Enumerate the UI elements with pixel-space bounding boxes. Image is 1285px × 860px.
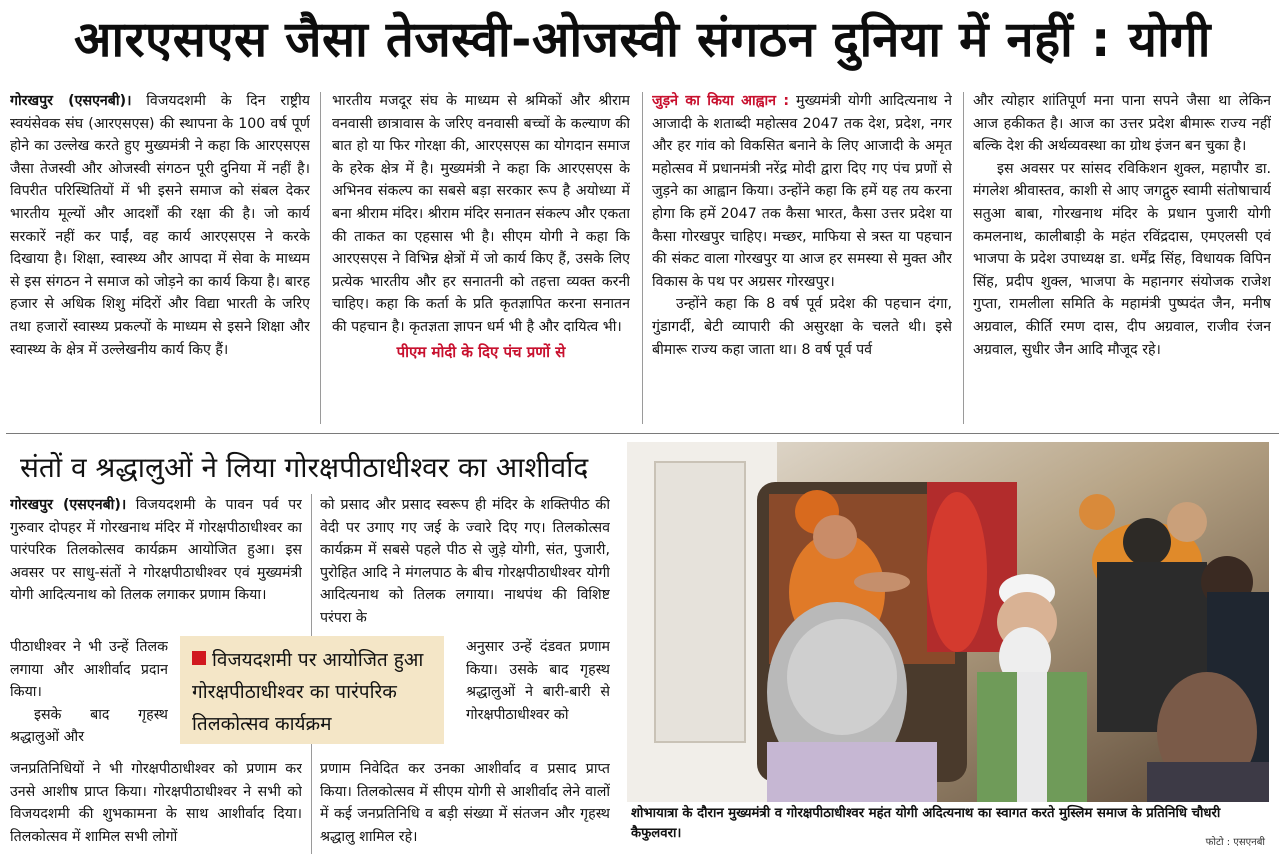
story-column-1 [10,90,310,428]
byline: गोरखपुर (एसएनबी)। [10,497,127,513]
photo-illustration [627,442,1269,802]
article-text: मुख्यमंत्री योगी आदित्यनाथ ने आजादी के शताब्दी महोत्सव 2047 तक देश, प्रदेश, नगर और हर गांव को विकसित बनाने के लिए आजादी के अमृत महोत्सव में प्रधानमंत्री नरेंद्र मोदी द्वारा दिए गए पंच प्रणों से जुड़ने का आह्वान किया। उन्होंने कहा कि हमें यह तय करना होगा कि हमें 2047 तक कैसा भारत, कैसा उत्तर प्रदेश या कैसा गोरखपुर चाहिए। मच्छर, माफिया से त्रस्त या पहचान की संकट वाला गोरखपुर या आज हर समस्या से मुक्त और विकास के पथ पर अग्रसर गोरखपुर। [652,93,952,290]
page-headline: आरएसएस जैसा तेजस्वी-ओजस्वी संगठन दुनिया में नहीं : योगी [74,11,1211,68]
article-text: पीठाधीश्वर ने भी उन्हें तिलक लगाया और आशीर्वाद प्रदान किया। [10,639,168,701]
article-text: उन्होंने कहा कि 8 वर्ष पूर्व प्रदेश की पहचान दंगा, गुंडागर्दी, बेटी व्यापारी की असुरक्षा के चलते थी। इसे बीमारू राज्य कहा जाता था। 8 वर्ष पूर्व पर्व [652,296,952,358]
caption-text: शोभायात्रा के दौरान मुख्यमंत्री व गोरक्षपीठाधीश्वर महंत योगी अदित्यनाथ का स्वागत करते मुस्लिम समाज के प्रतिनिधि चौधरी कैफुलवरा। [631,806,1221,841]
article-text: इसके बाद गृहस्थ श्रद्धालुओं और [10,706,168,746]
story2-column-1-bottom [10,758,302,854]
story2-column-2-bottom [320,758,610,854]
article-text: जनप्रतिनिधियों ने भी गोरक्षपीठाधीश्वर को प्रणाम कर उनसे आशीष प्राप्त किया। गोरक्षपीठाधीश्वर ने सभी को विजयदशमी की शुभकामना के साथ आशीर्वाद दिया। तिलकोत्सव में शामिल सभी लोगों [10,761,302,845]
article-text: प्रणाम निवेदित कर उनका आशीर्वाद व प्रसाद प्राप्त किया। तिलकोत्सव में सीएम योगी से आशीर्वाद लेने वालों में कई जनप्रतिनिधि व बड़ी संख्या में संतजन और गृहस्थ श्रद्धालु शामिल रहे। [320,761,610,845]
article-text: को प्रसाद और प्रसाद स्वरूप ही मंदिर के शक्तिपीठ की वेदी पर उगाए गए जई के ज्वारे दिए गए। तिलकोत्सव कार्यक्रम में सबसे पहले पीठ से जुड़े योगी, संत, पुजारी, पुरोहित आदि ने मंगलपाठ के बीच गोरक्षपीठाधीश्वर योगी आदित्यनाथ को तिलक लगाया। नाथपंथ की विशिष्ट परंपरा के [320,497,610,626]
column-divider [642,92,643,424]
section-subhead: संतों व श्रद्धालुओं ने लिया गोरक्षपीठाधीश्वर का आशीर्वाद [20,451,589,484]
photo-credit: फोटो : एसएनबी [1205,837,1265,848]
story-column-2 [332,90,630,428]
story2-column-2-wrap [466,636,610,754]
story2-column-1 [10,494,302,636]
column-divider [963,92,964,424]
article-text: विजयदशमी के पावन पर्व पर गुरुवार दोपहर में गोरखनाथ मंदिर में गोरक्षपीठाधीश्वर का पारंपरिक तिलकोत्सव कार्यक्रम आयोजित हुआ। इस अवसर पर साधु-संतों ने गोरक्षपीठाधीश्वर एवं मुख्यमंत्री योगी आदित्यनाथ को तिलक लगाकर प्रणाम किया। [10,497,302,604]
article-text: इस अवसर पर सांसद रविकिशन शुक्ल, महापौर डा. मंगलेश श्रीवास्तव, काशी से आए जगद्गुरु स्वामी संतोषाचार्य सतुआ बाबा, गोरखनाथ मंदिर के प्रधान पुजारी योगी कमलनाथ, कालीबाड़ी के महंत रविंद्रदास, एमएलसी एवं भाजपा के प्रदेश उपाध्यक्ष डा. धर्मेंद्र सिंह, विधायक विपिन सिंह, प्रदीप शुक्ल, भाजपा के महानगर संयोजक राजेश गुप्ता, रामलीला समिति के महामंत्री पुष्पदंत जैन, मनीष अग्रवाल, कीर्ति रमण दास, दीप अग्रवाल, राजीव रंजन अग्रवाल, सुधीर जैन आदि मौजूद रहे। [973,160,1271,358]
story2-column-1-wrap [10,636,168,754]
article-text: भारतीय मजदूर संघ के माध्यम से श्रमिकों और श्रीराम वनवासी छात्रावास के जरिए वनवासी बच्चों के कल्याण की बात हो या फिर गोरक्षा की, आरएसएस का योगदान समाज के हरेक क्षेत्र में है। मुख्यमंत्री ने कहा कि आरएसएस के अभिनव संकल्प का सबसे बड़ा सरकार रूप है अयोध्या में बना श्रीराम मंदिर। श्रीराम मंदिर सनातन संकल्प और एकता की ताकत का एहसास भी है। सीएम योगी ने कहा कि आरएसएस ने विभिन्न क्षेत्रों में जो कार्य किए हैं, उसके लिए प्रत्येक भारतीय और हर सनातनी को तहत्ता व्यक्त करनी चाहिए। कहा कि कर्ता के प्रति कृतज्ञापित करना सनातन की पहचान है। कृतज्ञता ज्ञापन धर्म भी है और दायित्व भी। [332,93,630,335]
news-photo [627,442,1269,802]
photo-caption [627,802,1269,856]
red-subheading: पीएम मोदी के दिए पंच प्रणों से [396,342,566,361]
article-text: अनुसार उन्हें दंडवत प्रणाम किया। उसके बाद गृहस्थ श्रद्धालुओं ने बारी-बारी से गोरक्षपीठाधीश्वर को [466,639,610,723]
column-divider [320,92,321,424]
story2-column-2 [320,494,610,636]
red-square-icon [192,651,206,665]
article-text: और त्योहार शांतिपूर्ण मना पाना सपने जैसा था लेकिन आज हकीकत है। आज का उत्तर प्रदेश बीमारू राज्य नहीं बल्कि देश की अर्थव्यवस्था का ग्रोथ इंजन बन चुका है। [973,93,1271,155]
red-subheading: जुड़ने का किया आह्वान : [652,93,790,109]
section-divider [6,433,1279,434]
story-column-3 [652,90,952,428]
byline: गोरखपुर (एसएनबी)। [10,93,132,109]
pull-quote-box [180,636,444,744]
article-text: विजयदशमी के दिन राष्ट्रीय स्वयंसेवक संघ (आरएसएस) की स्थापना के 100 वर्ष पूर्ण होने का उल्लेख करते हुए मुख्यमंत्री ने कहा कि आरएसएस जैसा तेजस्वी और ओजस्वी संगठन पूरी दुनिया में नहीं है। विपरीत परिस्थितियों में भी इसने समाज को संबल देकर भारतीय मूल्यों और आदर्शों की रक्षा की है। जो कार्य सरकारें नहीं कर पाईं, वह कार्य आरएसएस ने करके दिखाया है। शिक्षा, स्वास्थ्य और आपदा में सेवा के माध्यम से इस संगठन ने समाज को जोड़ने का कार्य किया है। बारह हजार से अधिक शिशु मंदिरों और विद्या भारती के जरिए तथा हजारों स्वास्थ्य प्रकल्पों के माध्यम से इसने शिक्षा और स्वास्थ्य के क्षेत्र में उल्लेखनीय कार्य किए हैं। [10,93,310,358]
story-column-4 [973,90,1271,428]
pull-quote-text: विजयदशमी पर आयोजित हुआ गोरक्षपीठाधीश्वर का पारंपरिक तिलकोत्सव कार्यक्रम [192,649,424,735]
